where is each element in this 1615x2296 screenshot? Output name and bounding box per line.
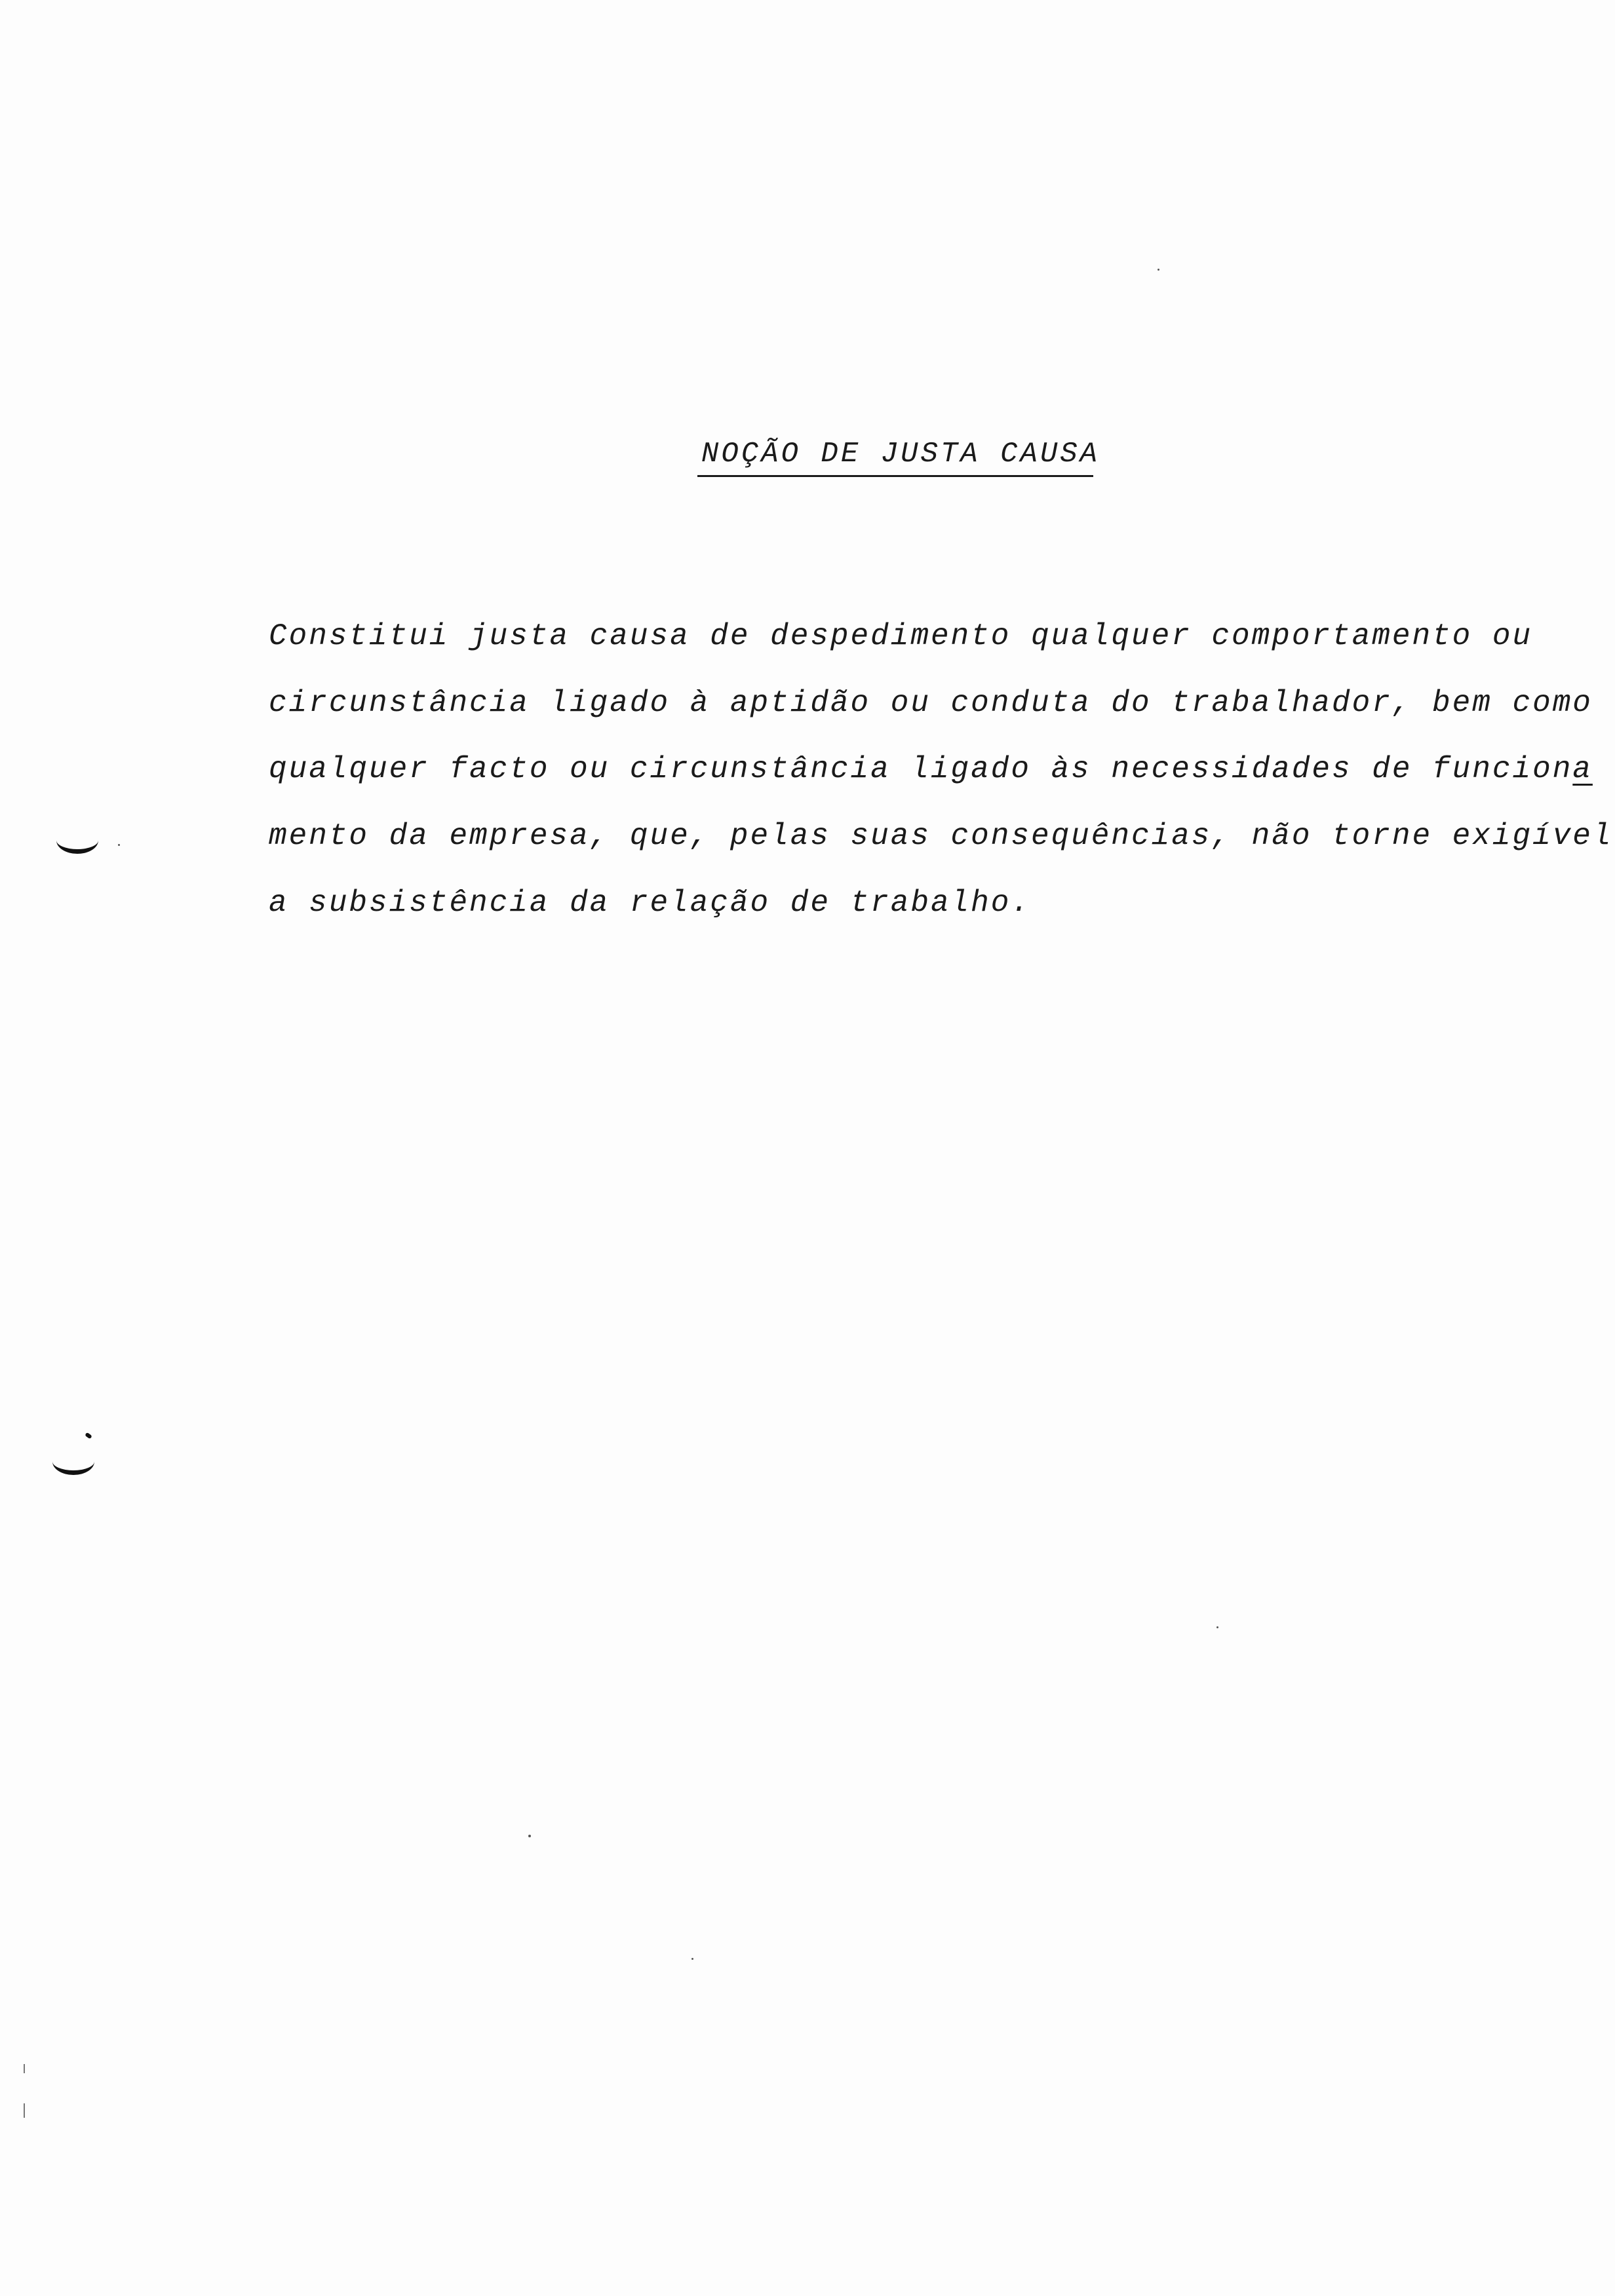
scan-speck [691,1958,693,1960]
scan-speck [1216,1626,1218,1628]
margin-mark [24,2103,25,2118]
punch-hole-tick [85,1432,92,1440]
scan-speck [528,1835,531,1837]
paragraph-line-3-text: qualquer facto ou circunstância ligado às necessidades de funcion [269,752,1573,786]
paragraph-line-5: a subsistência da relação de trabalho. [269,886,1031,920]
title-underline [697,475,1093,477]
document-title: NOÇÃO DE JUSTA CAUSA [701,438,1100,470]
paragraph-line-3-underlined-letter: a [1572,752,1593,786]
paragraph-line-3 [269,752,1593,786]
punch-hole-mark-lower [52,1448,94,1475]
punch-hole-mark-upper [56,827,98,854]
paragraph-line-1: Constitui justa causa de despedimento qualquer comportamento ou [269,619,1533,653]
scan-speck [1158,269,1159,271]
paragraph-line-4: mento da empresa, que, pelas suas consequências, não torne exigível [269,819,1613,853]
margin-mark [24,2064,25,2073]
scan-speck [118,844,120,846]
paragraph-line-2: circunstância ligado à aptidão ou conduta do trabalhador, bem como [269,686,1593,720]
